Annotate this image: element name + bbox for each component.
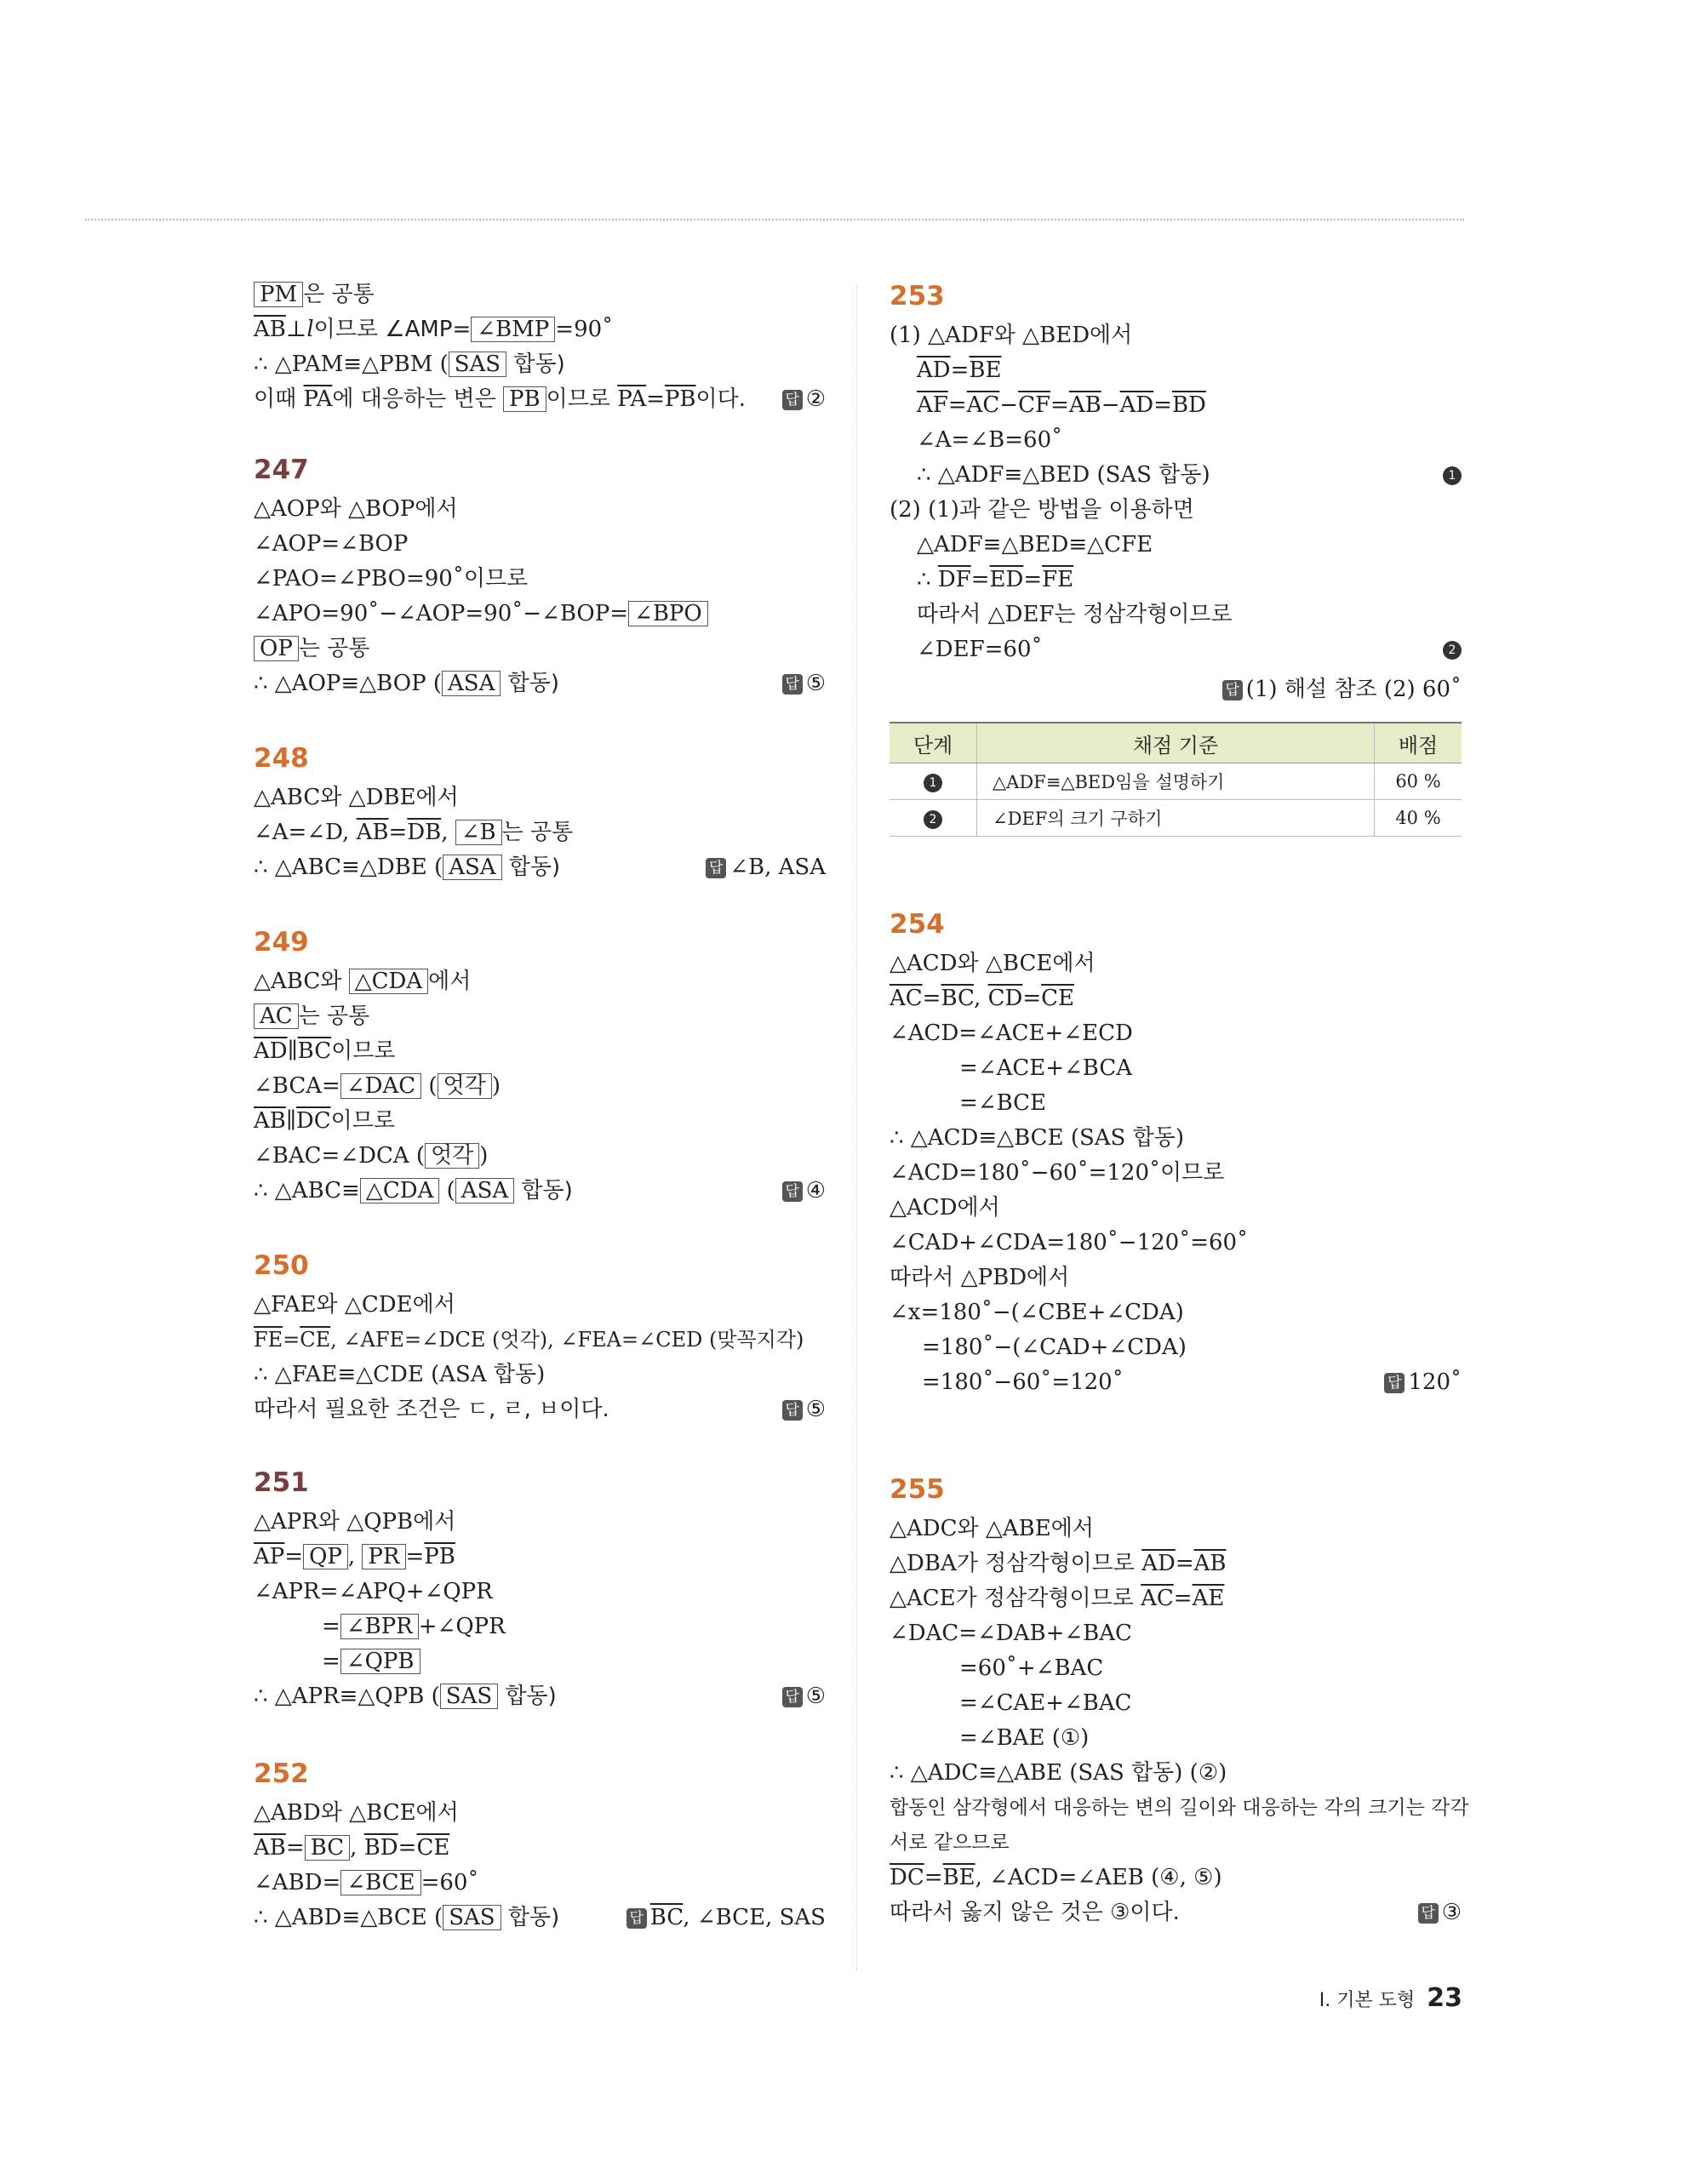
line: ∠DAC=∠DAB+∠BAC — [890, 1621, 1132, 1646]
segment: $\overline{PA}$ — [617, 386, 647, 412]
segment: $\overline{DC}$ — [890, 1865, 924, 1890]
text: = — [1175, 1551, 1194, 1576]
answer — [626, 1902, 826, 1933]
line: =180˚−(∠CAD+∠CDA) — [922, 1335, 1187, 1360]
step-dot: 1 — [1443, 466, 1462, 485]
text: ∠ABD= — [254, 1870, 341, 1895]
answer-value: ⑤ — [805, 671, 826, 696]
answer-box: SAS — [449, 352, 506, 377]
answer-badge: 답 — [706, 858, 726, 878]
text: ( — [439, 1178, 455, 1203]
text: , ∠ACD=∠AEB (④, ⑤) — [975, 1865, 1222, 1890]
text: =60˚ — [420, 1870, 479, 1895]
text: ∴ △APR≡△QPB ( — [254, 1684, 440, 1709]
line: △ADC와 △ABE에서 — [890, 1516, 1094, 1541]
step-dot: 2 — [924, 810, 942, 829]
text: 에 대응하는 변은 — [332, 386, 503, 412]
score-cell: 40 % — [1375, 800, 1462, 837]
segment: $\overline{AD}$ — [917, 357, 951, 383]
line: ∴ △ACD≡△BCE (SAS 합동) — [890, 1125, 1185, 1151]
line: ∴ △ADF≡△BED (SAS 합동) — [917, 462, 1210, 488]
line — [254, 633, 369, 664]
text: = — [1153, 392, 1172, 418]
column-separator — [856, 285, 857, 1970]
answer-box: PM — [254, 282, 303, 307]
criterion-cell: ∠DEF의 크기 구하기 — [977, 800, 1375, 837]
answer-value: ③ — [1441, 1900, 1462, 1925]
answer-box: ASA — [442, 671, 501, 696]
answer-value: (1) 해설 참조 (2) 60˚ — [1245, 677, 1462, 702]
text: ) — [479, 1143, 489, 1169]
text: = — [398, 1835, 417, 1861]
line: ∠x=180˚−(∠CBE+∠CDA) — [890, 1300, 1184, 1325]
step-cell — [890, 800, 977, 837]
answer-box: PR — [362, 1544, 405, 1569]
line: =∠CAE+∠BAC — [959, 1690, 1132, 1716]
answer-box: ∠BCE — [340, 1870, 420, 1895]
line: △ABD와 △BCE에서 — [254, 1800, 459, 1826]
text: ∴ — [917, 567, 938, 592]
segment: $\overline{AC}$ — [966, 392, 1000, 418]
answer — [782, 1681, 826, 1712]
header-criterion: 채점 기준 — [977, 723, 1375, 763]
answer — [782, 668, 826, 699]
text: = — [922, 986, 941, 1011]
step-marker — [1443, 641, 1462, 660]
segment: $\overline{PB}$ — [424, 1544, 455, 1569]
line: △ABC와 △DBE에서 — [254, 785, 459, 810]
step-dot: 1 — [924, 774, 942, 792]
line — [322, 1611, 506, 1642]
text: 합동) — [501, 855, 561, 880]
text: 은 공통 — [303, 282, 375, 307]
text: 이때 — [254, 386, 304, 412]
answer-badge: 답 — [782, 674, 803, 695]
text: ) — [491, 1073, 501, 1099]
segment: $\overline{DC}$ — [295, 1108, 331, 1134]
line: ∠A=∠B=60˚ — [917, 427, 1063, 453]
problem-number: 255 — [890, 1474, 945, 1505]
line: 서로 같으므로 — [890, 1832, 1010, 1854]
text: , ∠AFE=∠DCE (엇각), ∠FEA=∠CED (맞꼭지각) — [330, 1328, 804, 1352]
text: ∥ — [287, 1038, 298, 1064]
answer-value: ∠B, ASA — [729, 855, 826, 880]
line — [254, 384, 746, 415]
line: 따라서 △PBD에서 — [890, 1265, 1070, 1290]
step-cell — [890, 763, 977, 800]
segment: $\overline{CE}$ — [1041, 986, 1074, 1011]
text: = — [1023, 567, 1043, 592]
answer-box: QP — [303, 1544, 348, 1569]
answer-badge: 답 — [782, 1687, 803, 1707]
line — [254, 598, 708, 629]
segment: $\overline{PB}$ — [664, 386, 696, 412]
text: , — [347, 1544, 363, 1569]
line — [254, 1001, 369, 1032]
table-row — [890, 800, 1462, 837]
answer — [706, 852, 826, 883]
text: 이므로 ∠AMP= — [313, 317, 472, 342]
text: = — [1022, 986, 1042, 1011]
segment: $\overline{CF}$ — [1018, 392, 1051, 418]
line — [254, 1324, 804, 1355]
line: =∠BCE — [959, 1090, 1047, 1116]
line: △ADF≡△BED≡△CFE — [917, 532, 1153, 557]
answer-box: ASA — [455, 1178, 514, 1203]
text: l — [306, 317, 314, 342]
problem-number: 252 — [254, 1758, 309, 1789]
segment: $\overline{AB}$ — [254, 317, 286, 342]
answer — [1222, 674, 1462, 705]
answer-badge: 답 — [782, 390, 803, 410]
text: ∴ △ABC≡ — [254, 1178, 360, 1203]
segment: $\overline{AC}$ — [1141, 1586, 1174, 1611]
text: 는 공통 — [298, 1003, 370, 1029]
text: = — [646, 386, 665, 412]
line: =∠BAE (①) — [959, 1725, 1090, 1751]
text: +∠QPR — [418, 1614, 506, 1639]
text: = — [970, 567, 990, 592]
score-cell: 60 % — [1375, 763, 1462, 800]
text: 이므로 — [331, 1038, 396, 1064]
line — [254, 1175, 573, 1206]
answer-badge: 답 — [1384, 1373, 1405, 1393]
segment: $\overline{PA}$ — [303, 386, 333, 412]
line — [254, 1541, 455, 1572]
line — [254, 1832, 449, 1863]
line — [254, 1071, 501, 1101]
answer-box: ∠BPR — [340, 1614, 419, 1639]
line — [254, 279, 375, 310]
text: 는 공통 — [298, 636, 370, 661]
answer-box: PB — [503, 386, 546, 412]
segment: $\overline{AD}$ — [254, 1038, 288, 1064]
segment: $\overline{AD}$ — [1141, 1551, 1176, 1576]
answer — [782, 1394, 826, 1425]
text: △ABC와 — [254, 969, 349, 994]
line: △APR와 △QPB에서 — [254, 1509, 456, 1535]
answer-badge: 답 — [782, 1181, 803, 1202]
text: − — [1101, 392, 1120, 418]
segment: $\overline{AB}$ — [1068, 392, 1101, 418]
line: 따라서 옳지 않은 것은 ③이다. — [890, 1900, 1180, 1925]
problem-number: 249 — [254, 927, 309, 958]
line — [254, 349, 565, 380]
answer-value: ⑤ — [805, 1397, 826, 1422]
page-number: 23 — [1427, 1983, 1462, 2013]
line — [254, 1141, 488, 1171]
line: △AOP와 △BOP에서 — [254, 496, 458, 522]
text: = — [284, 1544, 304, 1569]
line — [890, 1583, 1224, 1614]
segment: $\overline{BE}$ — [942, 1865, 975, 1890]
answer-value: ④ — [805, 1178, 826, 1203]
step-marker — [1443, 466, 1462, 485]
text: 이다. — [695, 386, 747, 412]
line — [890, 1862, 1222, 1893]
segment: $\overline{ED}$ — [989, 567, 1024, 592]
line: △ACD와 △BCE에서 — [890, 951, 1096, 976]
segment: $\overline{AD}$ — [1119, 392, 1154, 418]
answer-box: AC — [254, 1003, 299, 1029]
line: ∠APR=∠APQ+∠QPR — [254, 1579, 493, 1604]
answer-badge: 답 — [782, 1400, 803, 1421]
line — [917, 355, 1002, 386]
line — [254, 1867, 478, 1898]
line: 합동인 삼각형에서 대응하는 변의 길이와 대응하는 각의 크기는 각각 — [890, 1797, 1469, 1819]
line: ∠PAO=∠PBO=90˚이므로 — [254, 566, 529, 592]
text: 합동) — [514, 1178, 573, 1203]
answer-box: BC — [305, 1835, 350, 1861]
line: 따라서 △DEF는 정삼각형이므로 — [917, 602, 1233, 627]
problem-number: 248 — [254, 743, 309, 774]
line — [254, 1036, 395, 1066]
criterion-cell: △ADF≡△BED임을 설명하기 — [977, 763, 1375, 800]
segment: $\overline{AF}$ — [917, 392, 948, 418]
text: ∥ — [285, 1108, 296, 1134]
header-score: 배점 — [1375, 723, 1462, 763]
line — [254, 852, 560, 883]
problem-number: 247 — [254, 455, 309, 485]
problem-number: 254 — [890, 909, 945, 940]
scoring-table — [890, 722, 1462, 837]
line — [254, 1106, 395, 1136]
segment: $\overline{AE}$ — [1192, 1586, 1225, 1611]
line: ∠ACD=180˚−60˚=120˚이므로 — [890, 1160, 1225, 1186]
answer-box: ∠QPB — [340, 1649, 420, 1674]
answer — [1418, 1897, 1462, 1928]
text: 합동) — [501, 1905, 560, 1930]
text: 이므로 — [330, 1108, 396, 1134]
answer-box: ASA — [443, 855, 501, 880]
answer-box: 엇각 — [438, 1073, 492, 1099]
line — [254, 817, 573, 848]
answer — [1384, 1367, 1462, 1398]
text: 는 공통 — [501, 820, 574, 845]
answer-box: ∠BPO — [628, 601, 708, 626]
text: ∴ △PAM≡△PBM ( — [254, 352, 449, 377]
line: △FAE와 △CDE에서 — [254, 1292, 455, 1318]
table-row — [890, 763, 1462, 800]
segment: $\overline{FE}$ — [1042, 567, 1074, 592]
segment: $\overline{BC}$ — [297, 1038, 332, 1064]
segment: $\overline{DB}$ — [407, 820, 442, 845]
problem-number: 253 — [890, 281, 945, 312]
line: (2) (1)과 같은 방법을 이용하면 — [890, 497, 1194, 523]
text: ∴ △AOP≡△BOP ( — [254, 671, 442, 696]
text: = — [1050, 392, 1069, 418]
line: ∠DEF=60˚ — [917, 637, 1043, 662]
line — [890, 983, 1074, 1014]
answer-value: 120˚ — [1408, 1369, 1462, 1395]
line: ∴ △FAE≡△CDE (ASA 합동) — [254, 1362, 546, 1387]
line — [254, 668, 559, 699]
header-step: 단계 — [890, 723, 977, 763]
line: 따라서 필요한 조건은 ㄷ, ㄹ, ㅂ이다. — [254, 1397, 609, 1422]
text: ∠BAC=∠DCA ( — [254, 1143, 426, 1169]
answer-box: ∠DAC — [340, 1073, 421, 1099]
text: , — [350, 1835, 364, 1861]
segment: $\overline{BE}$ — [969, 357, 1002, 383]
text: =90˚ — [555, 317, 614, 342]
text: = — [322, 1614, 340, 1639]
text: = — [285, 1835, 305, 1861]
text: 합동) — [506, 352, 565, 377]
segment: $\overline{AB}$ — [254, 1108, 286, 1134]
answer-value: ⑤ — [805, 1684, 826, 1709]
answer-value: , ∠BCE, SAS — [683, 1905, 826, 1930]
text: = — [405, 1544, 425, 1569]
text: , — [441, 820, 455, 845]
text: = — [388, 820, 408, 845]
text: ∠APO=90˚−∠AOP=90˚−∠BOP= — [254, 601, 629, 626]
line — [254, 966, 471, 997]
segment: $\overline{CE}$ — [300, 1328, 331, 1352]
text: = — [1173, 1586, 1193, 1611]
text: △ACE가 정삼각형이므로 — [890, 1586, 1141, 1611]
segment: $\overline{BC}$ — [941, 986, 975, 1011]
text: − — [999, 392, 1019, 418]
answer-box: △CDA — [349, 969, 429, 994]
line: (1) △ADF와 △BED에서 — [890, 323, 1133, 348]
answer-box: SAS — [440, 1684, 498, 1709]
top-divider — [85, 219, 1464, 220]
problem-number: 251 — [254, 1467, 309, 1498]
text: = — [322, 1649, 340, 1674]
line — [254, 1902, 559, 1933]
answer-box: ∠B — [455, 820, 502, 845]
line: △ACD에서 — [890, 1195, 1000, 1221]
problem-number: 250 — [254, 1250, 309, 1281]
line — [254, 1681, 557, 1712]
answer-box: 엇각 — [425, 1143, 479, 1169]
table-header-row — [890, 723, 1462, 763]
line — [917, 390, 1206, 420]
text: = — [924, 1865, 943, 1890]
segment: $\overline{AB}$ — [1193, 1551, 1227, 1576]
segment: $\overline{AB}$ — [356, 820, 389, 845]
text: ∠A=∠D, — [254, 820, 357, 845]
segment: $\overline{CD}$ — [987, 986, 1023, 1011]
segment: $\overline{FE}$ — [254, 1328, 283, 1352]
text: △DBA가 정삼각형이므로 — [890, 1551, 1142, 1576]
line — [917, 564, 1073, 595]
step-dot: 2 — [1443, 641, 1462, 660]
line — [254, 314, 613, 345]
answer — [782, 1175, 826, 1206]
line: =60˚+∠BAC — [959, 1655, 1104, 1681]
line — [890, 1548, 1227, 1579]
text: ∴ △ABD≡△BCE ( — [254, 1905, 443, 1930]
segment: $\overline{AC}$ — [890, 986, 923, 1011]
answer-box: ∠BMP — [471, 317, 555, 342]
answer-box: OP — [254, 636, 299, 661]
segment: $\overline{DF}$ — [937, 567, 971, 592]
segment: $\overline{AP}$ — [254, 1544, 285, 1569]
page-footer — [1319, 1983, 1462, 2013]
segment: $\overline{BC}$ — [649, 1905, 684, 1930]
answer-badge: 답 — [1222, 680, 1243, 700]
text: , — [974, 986, 988, 1011]
answer-box: SAS — [443, 1905, 501, 1930]
line: ∠ACD=∠ACE+∠ECD — [890, 1021, 1133, 1046]
text: ∠BCA= — [254, 1073, 340, 1099]
answer — [782, 384, 826, 415]
line: ∠AOP=∠BOP — [254, 531, 409, 557]
text: = — [950, 357, 970, 383]
text: 에서 — [428, 969, 472, 994]
chapter-label: I. 기본 도형 — [1319, 1990, 1416, 2011]
answer-value: ② — [805, 386, 826, 412]
segment: $\overline{AB}$ — [254, 1835, 286, 1861]
text: 합동) — [501, 671, 559, 696]
text: ⊥ — [285, 317, 307, 342]
segment: $\overline{BD}$ — [363, 1835, 398, 1861]
line: ∠CAD+∠CDA=180˚−120˚=60˚ — [890, 1230, 1249, 1255]
text: = — [283, 1328, 300, 1352]
line — [322, 1646, 420, 1677]
line: =180˚−60˚=120˚ — [922, 1369, 1124, 1395]
segment: $\overline{CE}$ — [416, 1835, 450, 1861]
text: = — [947, 392, 967, 418]
text: 이므로 — [546, 386, 618, 412]
line: =∠ACE+∠BCA — [959, 1055, 1133, 1081]
text: ( — [421, 1073, 438, 1099]
answer-badge: 답 — [1418, 1903, 1439, 1924]
answer-badge: 답 — [626, 1908, 647, 1929]
text: ∴ △ABC≡△DBE ( — [254, 855, 443, 880]
segment: $\overline{BD}$ — [1171, 392, 1206, 418]
text: 합동) — [498, 1684, 557, 1709]
line: ∴ △ADC≡△ABE (SAS 합동) (②) — [890, 1760, 1227, 1786]
answer-box: △CDA — [360, 1178, 440, 1203]
